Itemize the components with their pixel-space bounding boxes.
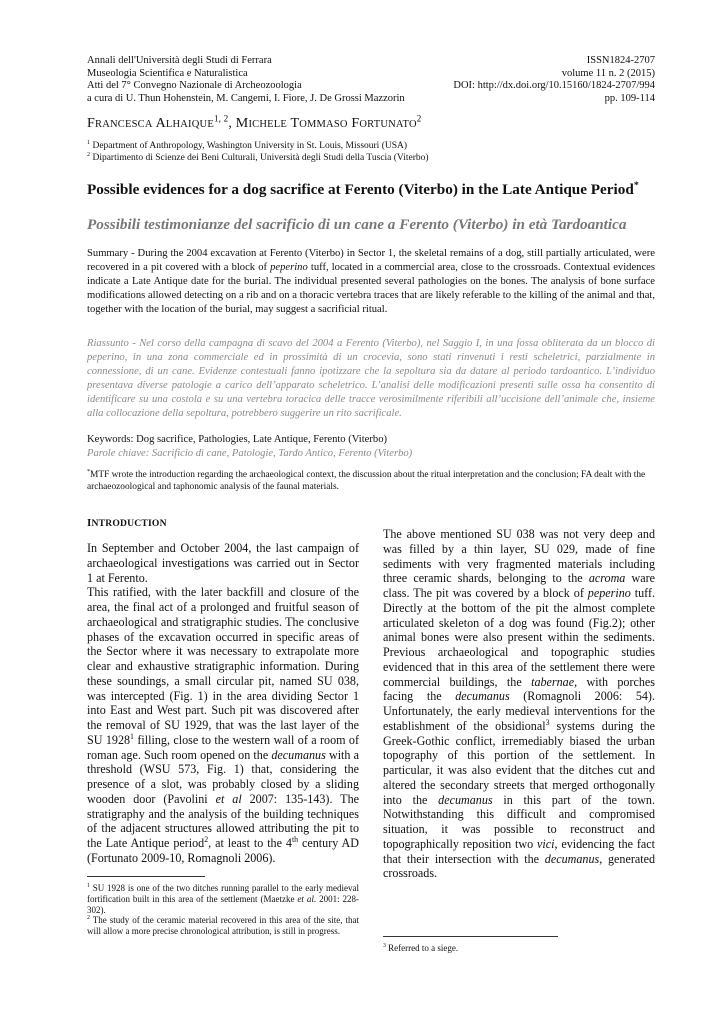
header-doi: DOI: http://dx.doi.org/10.15160/1824-2707/994 — [453, 80, 655, 92]
author-affil-sup: 1, 2 — [213, 113, 229, 124]
author-name-part: RANCESCA — [95, 119, 153, 130]
text-run: The above mentioned SU 038 was not very deep and was filled by a thin layer, SU 029, made of fine sediments with very fragmented materials including three ceramic shards, belonging to the — [383, 527, 655, 586]
journal-header — [87, 55, 655, 105]
footnote-text: SU 1928 is one of the two ditches running parallel to the early medieval fortification built in this area of the settlement (Maetzke — [87, 883, 359, 904]
header-volume: volume 11 n. 2 (2015) — [561, 67, 655, 79]
text-run: filling, close to the western wall of a room of roman age. Such room opened on the — [87, 732, 360, 762]
author-initial: F — [351, 116, 360, 131]
author-list — [87, 113, 422, 132]
header-issn: ISSN1824-2707 — [586, 55, 655, 66]
keywords: Keywords: Dog sacrifice, Pathologies, Late Antique, Ferento (Viterbo) — [87, 434, 388, 445]
author-name-part: ORTUNATO — [359, 119, 417, 130]
text-run: (Romagnoli 2006: 54). Unfortunately, the early medieval interventions for the establishment of the obsidional — [383, 689, 655, 733]
keywords-block — [87, 433, 412, 460]
summary-text: Summary - During the 2004 excavation at Ferento (Viterbo) in Sector 1, the skeletal remains of a dog, still partially articulated, were recovered in a pit covered with a block of — [87, 248, 655, 273]
text-run: , evidencing the fact that their intersection with the — [383, 836, 655, 866]
italic-run: decumanus — [455, 689, 510, 704]
text-run: , at least to the 4 — [208, 836, 292, 850]
paragraph: In September and October 2004, the last campaign of archaeological investigations was carried out in Sector 1 at Ferento. — [87, 541, 359, 585]
title-text: Possible evidences for a dog sacrifice at Ferento (Viterbo) in the Late Antique Period — [87, 181, 634, 198]
header-series: Museologia Scientifica e Naturalistica — [87, 67, 248, 79]
italic-run: decumanus — [438, 792, 493, 807]
footnote-ref: 2 — [204, 834, 209, 844]
footnote-italic: et al — [297, 893, 314, 904]
italic-run: tabernae — [531, 674, 575, 689]
header-journal-name: Annali dell'Università degli Studi di Ferrara — [87, 55, 272, 66]
footnote-mark: 1 — [87, 883, 90, 889]
riassunto-paragraph: Riassunto - Nel corso della campagna di scavo del 2004 a Ferento (Viterbo), nel Saggio I, in una fossa obliterata da un blocco di peperino, in una zona commerciale ed in prossimità di un crocevia, sono stati rinvenuti i resti scheletrici, parzialmente in connessione, di un cane. Evidenze contestuali fanno ipotizzare che la sepoltura sia da datare al periodo tardoantico. L’individuo presentava diverse patologie a carico dell’apparato scheletrico. L’analisi delle modificazioni presenti sulle ossa ha consentito di identificare su una costola e su una vertebra toracica delle tracce verosimilmente riferibili all’uccisione dell’animale che, insieme alla collocazione della sepoltura, potrebbero suggerire un rito sacrificale. — [87, 338, 655, 419]
title-note-sup: * — [633, 179, 639, 191]
author-name-part: ICHELE — [248, 119, 287, 130]
summary-paragraph — [87, 247, 655, 317]
note-text: MTF wrote the introduction regarding the archaeological context, the discussion about the ritual interpretation and the conclusion; FA dealt with the archaeozoological and taphonomic analysis of the faunal materials. — [87, 470, 646, 492]
italic-run: et al — [215, 791, 242, 806]
parole-chiave: Parole chiave: Sacrificio di cane, Patologie, Tardo Antico, Ferento (Viterbo) — [87, 447, 413, 459]
footnote-ref: 1 — [130, 731, 134, 741]
author-affil-sup: 2 — [416, 113, 422, 124]
text-run: 2007: 135-143). The stratigraphy and the analysis of the building techniques of the adjacent structures allowed attributing the pit to the Late Antique period — [87, 791, 359, 850]
footnote-3 — [383, 943, 655, 954]
affil-sup: 2 — [87, 151, 91, 158]
italic-run: decumanus — [271, 747, 326, 762]
author-name-part: LHAIQUE — [165, 119, 214, 130]
text-run: tuff. Directly at the bottom of the pit the almost complete articulated skeleton of a dog was found (Fig.2); other animal bones were also present within the sediments. Previous archaeological and topographic studies evidenced that in this area of the settlement there were commercial buildings, the — [383, 586, 655, 689]
text-run: with a threshold (WSU 573, Fig. 1) that, considering the presence of a slot, was probably closed by a sliding wooden door (Pavolini — [87, 747, 359, 806]
heading-initial: I — [87, 517, 92, 529]
header-pages: pp. 109-114 — [604, 92, 655, 104]
header-row — [87, 55, 655, 68]
affiliation-2 — [87, 153, 429, 165]
text-run: This ratified, with the later backfill and closure of the area, the final act of a prolonged and fruitful season of archaeological and stratigraphic studies. The conclusive phases of the excavation occurred in specific areas of the Sector where it was necessary to extrapolate more clear and exhaustive stratigraphic information. During these soundings, a small circular pit, named SU 038, was intercepted (Fig. 1) in the area dividing Sector 1 into East and West part. Such pit was discovered after the removal of SU 1929, that was the last layer of the SU 1928 — [87, 585, 359, 747]
left-column — [87, 541, 359, 866]
ordinal-sup: th — [291, 834, 299, 844]
author-contribution-note — [87, 470, 655, 493]
italic-run: acroma — [588, 571, 626, 586]
footnote-1 — [87, 883, 359, 915]
footnote-mark: 3 — [383, 943, 386, 949]
footnotes-right — [383, 943, 655, 954]
header-proceedings: Atti del 7° Convegno Nazionale di Archeozoologia — [87, 80, 302, 92]
footnote-text: . 2001: 228-302). — [87, 893, 360, 915]
paragraph — [383, 527, 655, 881]
author-separator: , — [228, 116, 236, 131]
footnotes-left — [87, 883, 359, 937]
footnote-divider — [383, 936, 558, 937]
affiliations — [87, 141, 429, 164]
paper-title-italian: Possibili testimonianze del sacrificio di un cane a Ferento (Viterbo) in età Tardoantica — [87, 216, 627, 233]
note-sup: * — [87, 468, 91, 475]
header-row — [87, 93, 655, 106]
paper-title — [87, 181, 655, 199]
text-run: ware class. The pit was covered by a block of — [383, 571, 655, 600]
italic-run: peperino — [587, 586, 631, 600]
header-row — [87, 68, 655, 81]
footnote-text: Referred to a siege. — [385, 943, 459, 953]
header-row — [87, 80, 655, 93]
text-run: systems during the Greek-Gothic conflict, irremediably biased the urban topography of this portion of the settlement. In particular, it was also evident that the ditches cut and altered the secondary streets that merged orthogonally into the — [383, 718, 655, 807]
right-column — [383, 527, 655, 881]
summary-text: tuff, located in a commercial area, close to the crossroads. Contextual evidences indicate a Late Antique date for the burial. The individual presented several pathologies on the bones. The analysis of bone surface modifications allowed detecting on a rib and on a thoracic vertebra traces that are likely referable to the killing of the animal and that, together with the location of the burial, may suggest a sacrificial ritual. — [87, 261, 655, 315]
footnote-text: The study of the ceramic material recovered in this area of the site, that will allow a more precise chronological attribution, is still in progress. — [87, 915, 359, 937]
footnote-divider — [87, 876, 205, 877]
summary-italic: peperino — [270, 261, 308, 273]
author-initial: F — [87, 116, 95, 131]
heading-rest: NTRODUCTION — [91, 518, 167, 529]
author-initial: M — [235, 116, 249, 131]
footnote-2 — [87, 915, 359, 937]
affiliation-1 — [87, 141, 429, 153]
header-editors: a cura di U. Thun Hohenstein, M. Cangemi, I. Fiore, J. De Grossi Mazzorin — [87, 92, 405, 104]
footnote-mark: 2 — [87, 915, 90, 922]
author-initial: A — [155, 116, 166, 131]
text-run: , generated crossroads. — [383, 851, 656, 881]
section-heading-introduction — [87, 517, 167, 529]
paragraph — [87, 585, 359, 865]
affil-sup: 1 — [87, 139, 91, 146]
text-run: , with porches facing the — [383, 674, 655, 704]
italic-run: decumanus — [544, 851, 600, 866]
author-name-part: OMMASO — [299, 119, 348, 130]
affil-text: Dipartimento di Scienze dei Beni Culturali, Università degli Studi della Tuscia (Viterbo) — [90, 152, 429, 163]
author-initial: T — [290, 116, 300, 131]
text-run: century AD (Fortunato 2009-10, Romagnoli 2006). — [87, 836, 359, 865]
text-run: in this part of the town. Notwithstanding this difficult and compromised situation, it was possible to reconstruct and topographically reposition two — [383, 792, 655, 851]
italic-run: vici — [536, 836, 555, 851]
affil-text: Department of Anthropology, Washington University in St. Louis, Missouri (USA) — [90, 141, 408, 151]
footnote-ref: 3 — [545, 717, 550, 727]
